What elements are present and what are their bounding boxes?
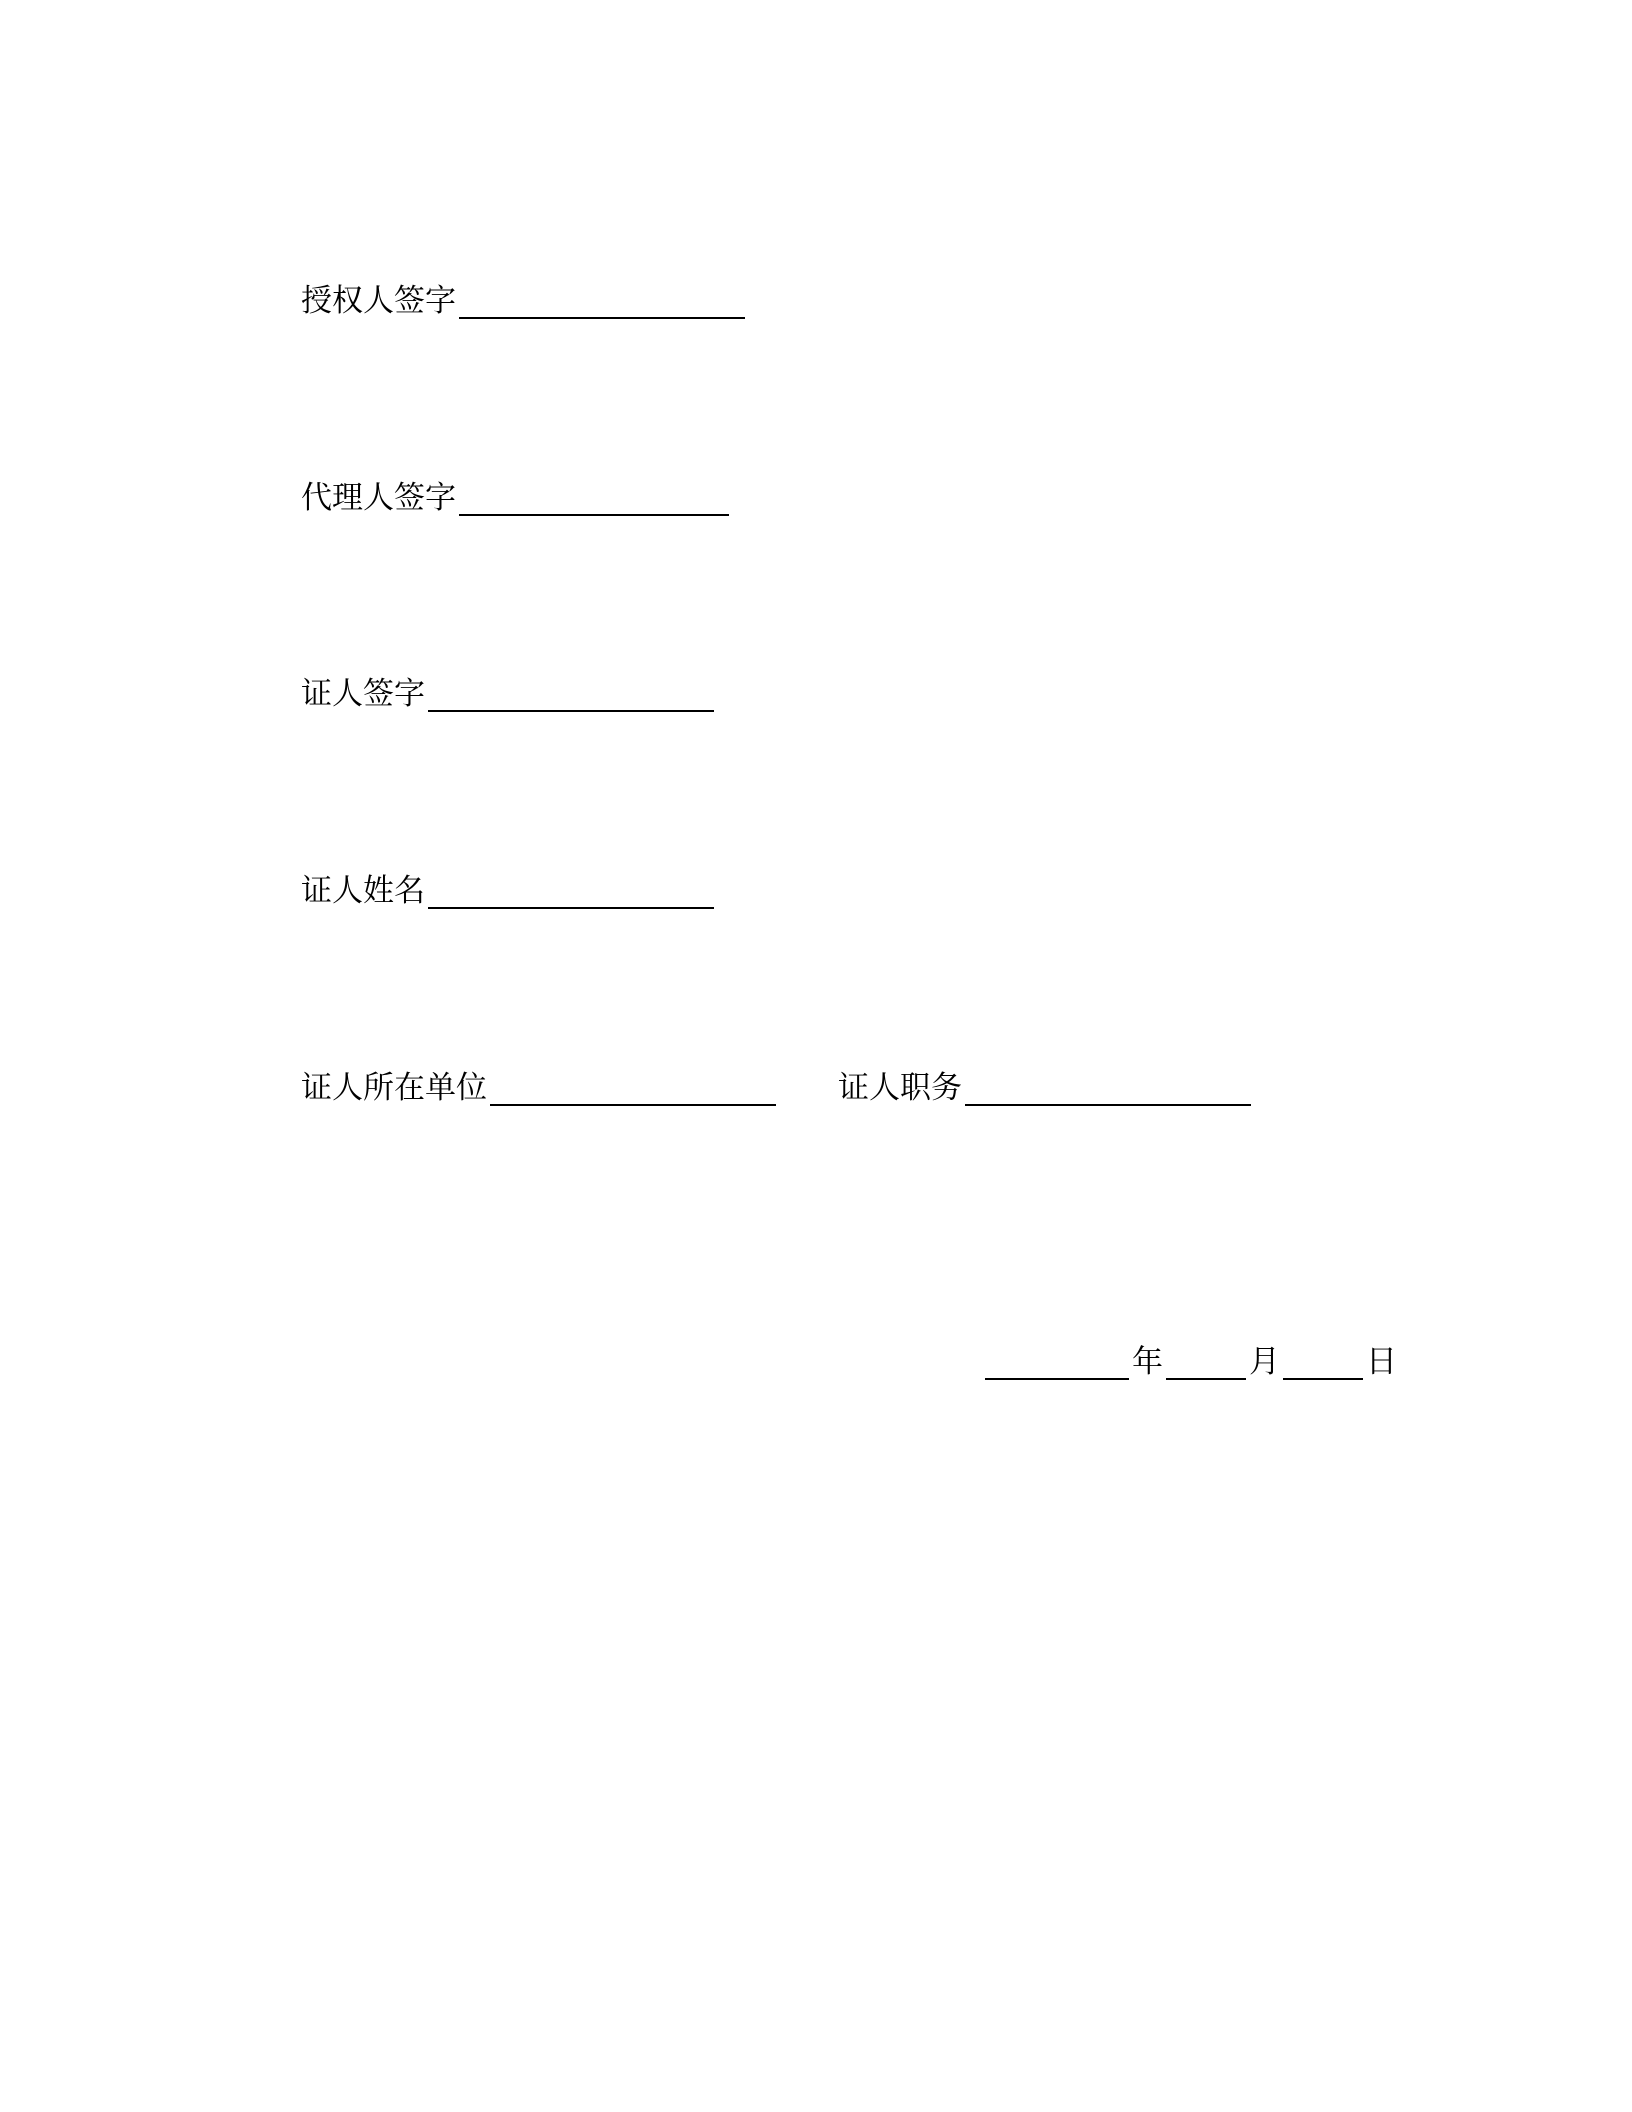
year-field[interactable] [985,1342,1129,1380]
witness-name-label: 证人姓名 [301,873,425,909]
grantor-signature-row [301,273,745,319]
month-field[interactable] [1166,1342,1246,1380]
day-label: 日 [1366,1344,1397,1380]
witness-name-field[interactable] [428,871,714,909]
witness-position-field[interactable] [965,1068,1251,1106]
month-label: 月 [1249,1344,1280,1380]
day-field[interactable] [1283,1342,1363,1380]
agent-signature-label: 代理人签字 [301,480,456,516]
witness-organization-field[interactable] [490,1068,776,1106]
date-row [985,1334,1400,1380]
agent-signature-row [301,470,729,516]
witness-organization-label: 证人所在单位 [301,1070,487,1106]
witness-signature-row [301,666,714,712]
witness-signature-field[interactable] [428,674,714,712]
witness-signature-label: 证人签字 [301,676,425,712]
year-label: 年 [1132,1344,1163,1380]
witness-name-row [301,863,714,909]
grantor-signature-field[interactable] [459,281,745,319]
agent-signature-field[interactable] [459,478,729,516]
witness-position-label: 证人职务 [838,1070,962,1106]
witness-organization-row [301,1060,1251,1106]
grantor-signature-label: 授权人签字 [301,283,456,319]
